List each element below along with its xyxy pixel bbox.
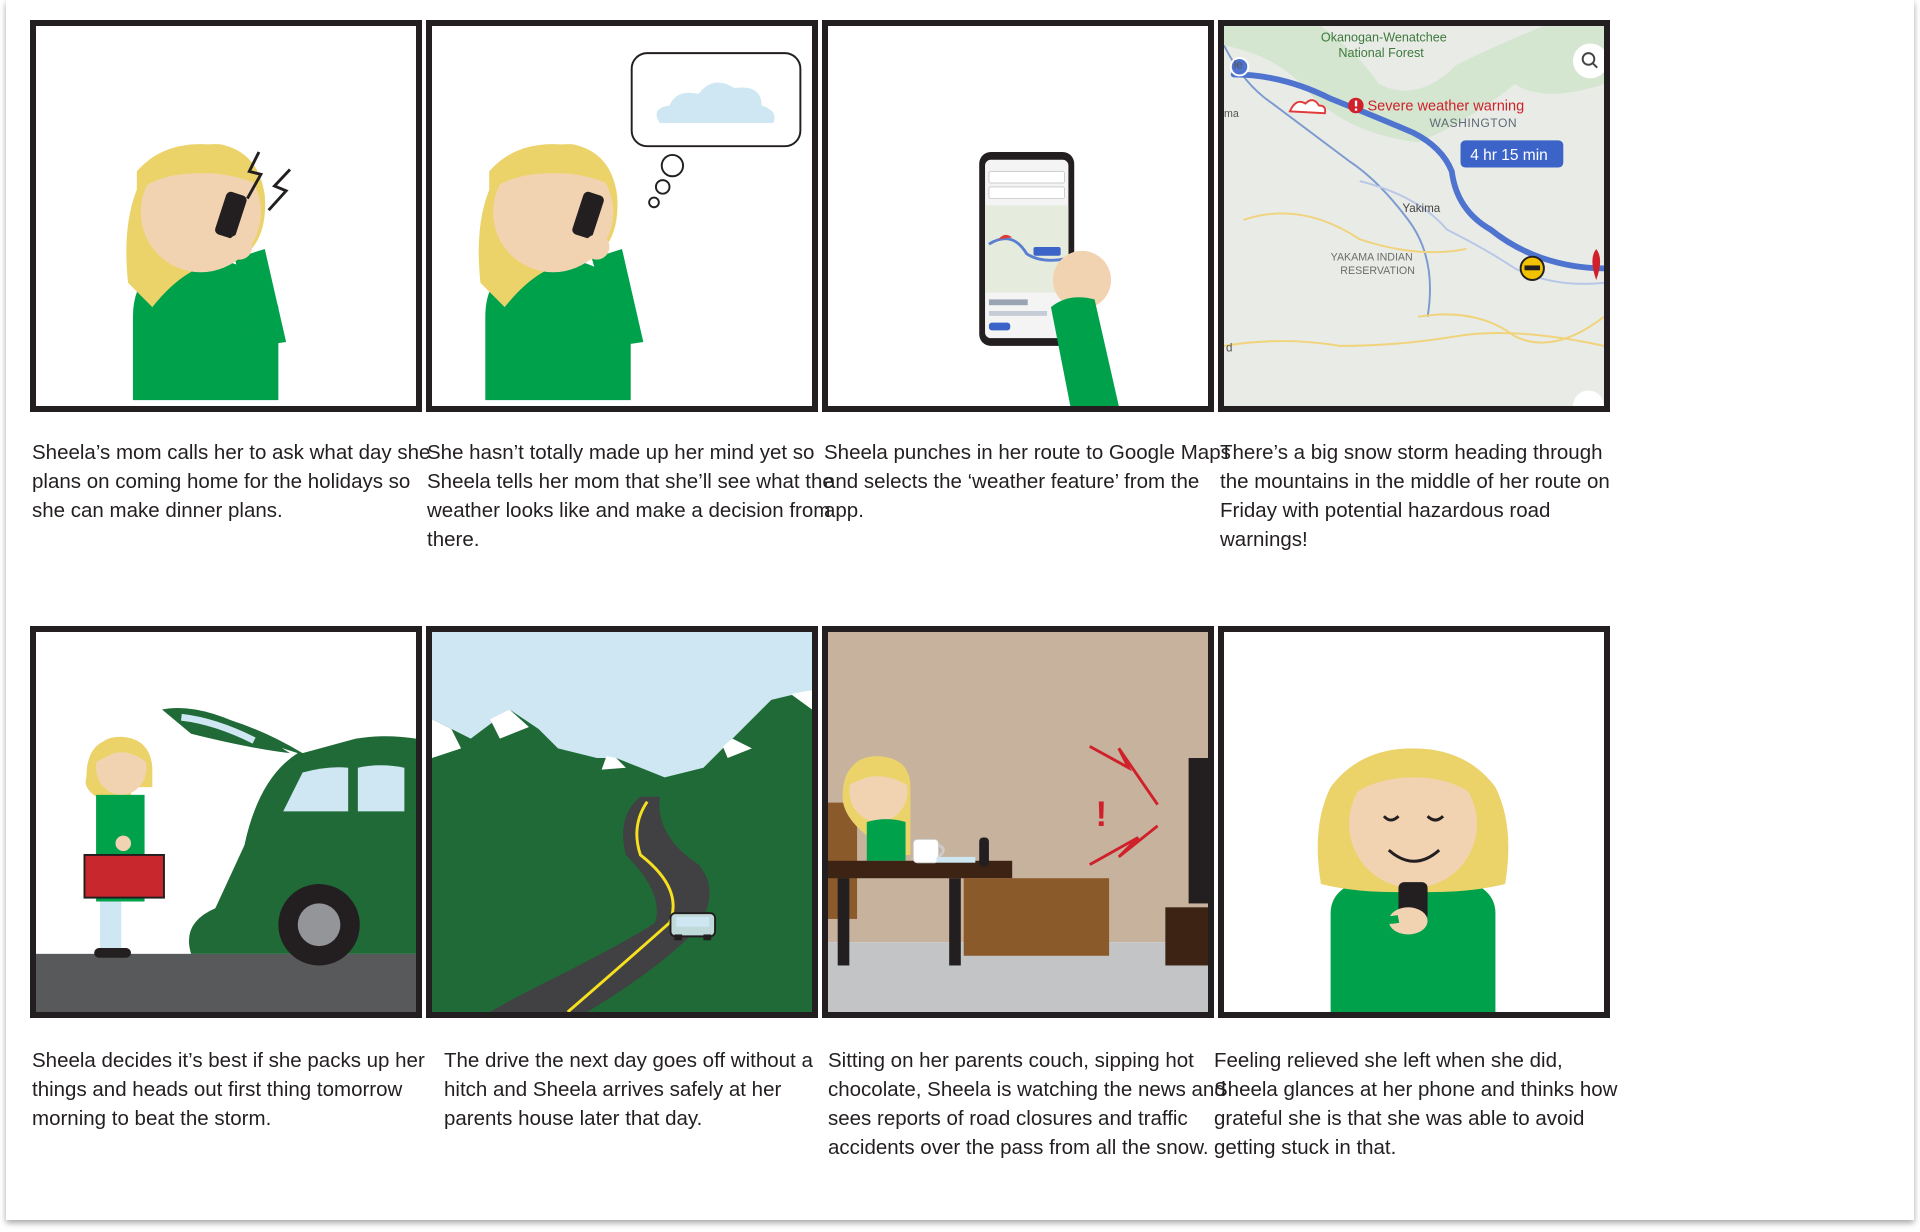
panel-8-illustration [1224, 632, 1604, 1012]
map-edge-label-2: ma [1224, 108, 1239, 121]
panel-2-illustration [432, 26, 812, 406]
panel-6-caption: The drive the next day goes off without a hitch and Sheela arrives safely at her parents house later that day. [444, 1049, 813, 1130]
eta-label: 4 hr 15 min [1470, 146, 1548, 164]
state-label: WASHINGTON [1429, 115, 1518, 130]
panel-7-caption: Sitting on her parents couch, sipping hot chocolate, Sheela is watching the news and sees reports of road closures and traffic accidents over the pass from all the snow. [828, 1049, 1226, 1159]
storyboard-sheet [6, 0, 1914, 1220]
panel-1-caption: Sheela’s mom calls her to ask what day she plans on coming home for the holidays so she can make dinner plans. [32, 441, 431, 522]
alert-exclamation: ! [1095, 794, 1108, 834]
panel-6-illustration [432, 632, 812, 1012]
map-edge-label-3: d [1225, 341, 1233, 355]
panel-1-illustration [36, 26, 416, 406]
panel-4-caption: There’s a big snow storm heading through the mountains in the middle of her route on Friday with potential hazardous road warnings! [1220, 441, 1610, 551]
panel-5-illustration [36, 632, 416, 1012]
reservation-label-1: YAKAMA INDIAN [1330, 251, 1413, 264]
map-edge-label-1: le [1233, 58, 1243, 72]
panel-7-couch-news [822, 626, 1214, 1018]
panel-3-caption: Sheela punches in her route to Google Maps and selects the ‘weather feature’ from the app. [824, 441, 1231, 522]
panel-8-caption: Feeling relieved she left when she did, Sheela glances at her phone and thinks how grateful she is that she was able to avoid getting stuck in that. [1214, 1049, 1618, 1159]
panel-5-caption: Sheela decides it’s best if she packs up her things and heads out first thing tomorrow morning to beat the storm. [32, 1049, 425, 1130]
panel-4-map[interactable] [1224, 26, 1604, 406]
panel-1-phone-call [30, 20, 422, 412]
panel-2-caption: She hasn’t totally made up her mind yet so Sheela tells her mom that she’ll see what the weather looks like and make a decision from there. [427, 441, 834, 551]
panel-3-phone-maps [822, 20, 1214, 412]
reservation-label-2: RESERVATION [1340, 265, 1415, 278]
forest-label-1: Okanogan-Wenatchee [1320, 30, 1447, 45]
panel-6-drive [426, 626, 818, 1018]
panel-7-illustration [828, 632, 1208, 1012]
panel-4-weather-map [1218, 20, 1610, 412]
panel-2-thinking [426, 20, 818, 412]
panel-5-packing [30, 626, 422, 1018]
panel-3-illustration [828, 26, 1208, 406]
panel-8-relieved [1218, 626, 1610, 1018]
forest-label-2: National Forest [1338, 46, 1424, 61]
weather-warning-label: Severe weather warning [1367, 98, 1525, 115]
city-label: Yakima [1402, 202, 1441, 216]
